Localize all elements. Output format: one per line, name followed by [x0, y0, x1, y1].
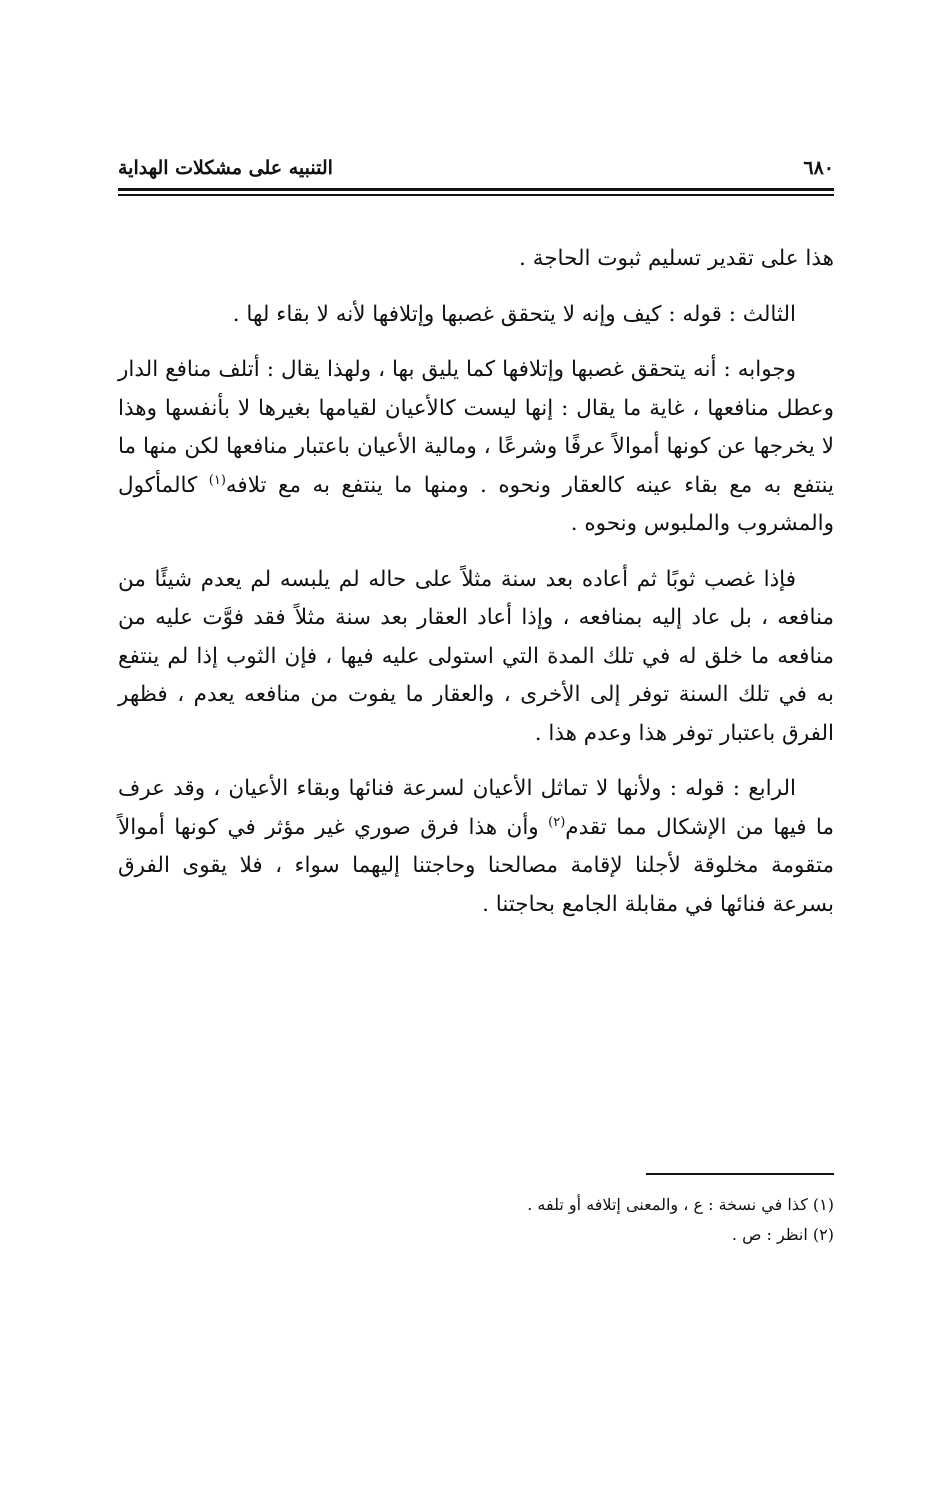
page-number: ٦٨٠ — [803, 157, 834, 179]
paragraph-5 — [118, 770, 834, 924]
note-mark-2[interactable]: (٢) — [548, 814, 566, 830]
header-rule-thick — [118, 188, 834, 191]
footnotes — [118, 1190, 834, 1250]
paragraph-1: هذا على تقدير تسليم ثبوت الحاجة . — [519, 246, 834, 271]
header-rule-thin — [118, 194, 834, 196]
running-title: التنبيه على مشكلات الهداية — [118, 157, 333, 179]
footnote-2: (٢) انظر : ص . — [731, 1225, 834, 1244]
page-header — [118, 150, 834, 186]
paragraph-5-tail: وأن هذا فرق صوري غير مؤثر في كونها أموالاً متقومة مخلوقة لأجلنا لإقامة مصالحنا وحاجتنا إليهما سواء ، فلا يقوى الفرق بسرعة فنائها في مقابلة الجامع بحاجتنا . — [118, 814, 834, 917]
paragraph-3-text: وجوابه : أنه يتحقق غصبها وإتلافها كما يليق بها ، ولهذا يقال : أتلف منافع الدار وعطل منافعها ، غاية ما يقال : إنها ليست كالأعيان لقيامها بغيرها لا بأنفسها وهذا لا يخرجها عن كونها أموالاً عرفًا وشرعًا ، ومالية الأعيان باعتبار منافعها لكن منها ما ينتفع به مع بقاء عينه كالعقار ونحوه . ومنها ما ينتفع به مع تلافه — [118, 357, 834, 498]
footnote-separator — [646, 1173, 834, 1175]
paragraph-4: فإذا غصب ثوبًا ثم أعاده بعد سنة مثلاً على حاله لم يلبسه لم يعدم شيئًا من منافعه ، بل عاد إليه بمنافعه ، وإذا أعاد العقار بعد سنة مثلاً فقد فوَّت عليه من منافعه ما خلق له في تلك المدة التي استولى عليه فيها ، فإن الثوب إذا لم ينتفع به في تلك السنة توفر إلى الأخرى ، والعقار ما يفوت من منافعه يعدم ، فظهر الفرق باعتبار توفر هذا وعدم هذا . — [118, 566, 834, 746]
paragraph-5-text: الرابع : قوله : ولأنها لا تماثل الأعيان لسرعة فنائها وبقاء الأعيان ، وقد عرف ما فيها من الإشكال مما تقدم — [118, 776, 834, 840]
paragraph-2: الثالث : قوله : كيف وإنه لا يتحقق غصبها وإتلافها لأنه لا بقاء لها . — [232, 301, 796, 327]
note-mark-1[interactable]: (١) — [208, 472, 226, 488]
paragraph-3 — [118, 351, 834, 544]
paragraph-3-tail: كالمأكول والمشروب والملبوس ونحوه . — [118, 472, 834, 536]
main-text — [118, 240, 834, 941]
footnote-1: (١) كذا في نسخة : ع ، والمعنى إتلافه أو تلفه . — [527, 1195, 834, 1214]
